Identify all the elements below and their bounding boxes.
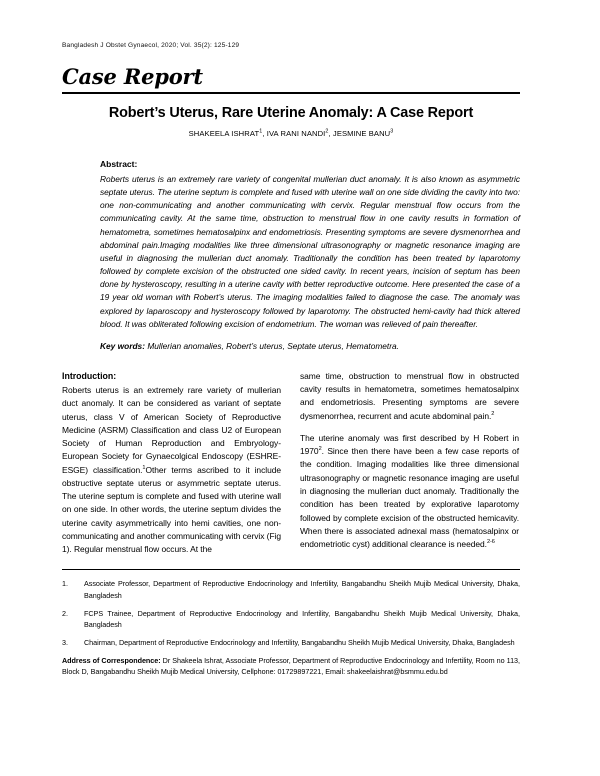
- affiliation-number-1: 1.: [62, 579, 68, 589]
- introduction-heading: Introduction:: [62, 370, 117, 381]
- page-title: Robert’s Uterus, Rare Uterine Anomaly: A Case Report: [108, 105, 474, 122]
- affiliations-list: [62, 578, 520, 678]
- keywords-label: Key words:: [100, 340, 145, 351]
- author-name-1: SHAKEELA ISHRAT: [188, 128, 260, 138]
- citation-ref-1: 1: [142, 464, 146, 471]
- correspondence-label: Address of Correspondence:: [62, 655, 161, 665]
- footnote-divider: [62, 569, 520, 570]
- introduction-paragraph-part-2: Other terms ascribed to it include obstructive septate uterus or asymmetric septate uterus. The uterine septum is complete and fused with uterine wall on one side. In other words, the uterine septum divides the uterine cavity asymmetrically into hemi cavities, one non-communicating and another communicating with cervix (Fig 1). Regular menstrual flow occurs. At the: [62, 464, 282, 555]
- right-paragraph-2-text-a: The uterine anomaly was first described by H Robert in 1970: [300, 432, 519, 457]
- affiliation-number-3: 3.: [62, 638, 68, 648]
- affiliation-text-1: Associate Professor, Department of Reproductive Endocrinology and Infertility, Bangabandhu Sheikh Mujib Medical University, Dhaka, Bangladesh: [84, 579, 520, 601]
- page-content: [62, 0, 520, 678]
- list-item: [62, 608, 520, 631]
- abstract-label: Abstract:: [100, 158, 138, 169]
- author-affiliation-marker-3: 3: [390, 128, 394, 135]
- section-label-case-report: Case Report: [62, 64, 203, 90]
- correspondence-text: Dr Shakeela Ishrat, Associate Professor, Department of Reproductive Endocrinology and Infertility, Room no 113, Block D, Bangabandhu Sheikh Mujib Medical University, Cellphone: 01729897221, Email: shakeelaishrat@bsmmu.edu.bd: [62, 655, 521, 677]
- list-item: [62, 578, 520, 601]
- right-paragraph-1-text: same time, obstruction to menstrual flow in obstructed cavity results in hematometra, sometimes hematosalpinx and endometriosis. Presenting symptoms are severe dysmenorrhea, recurrent and acute abdominal pain.: [300, 370, 519, 421]
- right-paragraph-2-text-b: . Since then there have been a few case reports of the condition. Imaging modalities like three dimensional ultrasonography or magnetic resonance imaging are useful in diagnosing the mullerian duct anomaly. Traditionally the condition has been treated by explorative laparotomy followed by complete excision of the obstructed hemicavity. When there is associated adnexal mass (hematosalpinx or endometriotic cyst) additional clearance is needed.: [300, 446, 519, 550]
- citation-ref-4: 2-6: [486, 539, 495, 546]
- right-paragraph-1: [300, 370, 519, 423]
- keywords-line: [100, 340, 520, 353]
- correspondence-block: [62, 655, 520, 678]
- list-item: [62, 637, 520, 649]
- abstract-text: Roberts uterus is an extremely rare variety of congenital mullerian duct anomaly. It is also known as asymmetric septate uterus. The uterine septum is complete and fused with uterine wall on one side dividing the cavity into two: one non-communicating and another communicating with cervix. Regular menstrual flow occurs from the communicating cavity. At the same time, obstruction to menstrual flow in one cavity results in formation of hematometra, sometimes hematosalpinx and endometriosis. Presenting symptoms are severe dysmenorrhea and abdominal pain.Imaging modalities like three dimensional ultrasonography or magnetic resonance imaging are useful in diagnosing the mullerian duct anomaly. Traditionally the condition has been treated by laparotomy followed by complete excision of the obstructed one sided cavity. In recent years, incision of septum has been done by hysteroscopy, resulting in a uterine cavity with better reproductive outcome. Here presented the case of a 19 year old woman with Robert’s uterus. The imaging modalities failed to diagnose the case. The anomaly was explored by laparoscopy and hysteroscopy followed by laparotomy. The obstructed hemi-cavity had thick altered blood. It was obliterated following excision of endometrium. The woman was relieved of pain thereafter.: [100, 173, 520, 329]
- header-divider: [62, 92, 520, 94]
- introduction-paragraph: [62, 384, 281, 556]
- citation-ref-3: 2: [318, 446, 322, 453]
- author-affiliation-marker-1: 1: [259, 128, 263, 135]
- abstract-section: [100, 159, 520, 353]
- introduction-paragraph-part-1: Roberts uterus is an extremely rare variety of mullerian duct anomaly. It can be considered as variant of septate uterus, class V of American Society of Reproductive Medicine (ASRM) Classification and class U2 of European Society of Human Reproduction and Embryology-European Society for Gynaecolgical Endoscopy (ESHRE-ESGE) classification.: [62, 385, 281, 475]
- author-name-3: JESMINE BANU: [332, 128, 391, 138]
- author-name-2: IVA RANI NANDI: [266, 128, 326, 138]
- affiliation-number-2: 2.: [62, 608, 68, 618]
- right-paragraph-2: [300, 432, 519, 551]
- author-affiliation-marker-2: 2: [325, 128, 329, 135]
- affiliation-text-2: FCPS Trainee, Department of Reproductive Endocrinology and Infertility, Bangabandhu Sheikh Mujib Medical University, Dhaka, Bangladesh: [84, 608, 520, 630]
- body-column-left: [62, 370, 281, 557]
- journal-running-head: Bangladesh J Obstet Gynaecol, 2020; Vol. 35(2): 125-129: [62, 42, 240, 49]
- body-columns: [62, 370, 520, 557]
- author-list: SHAKEELA ISHRAT$^1$, IVA RANI NANDI$^2$, JESMINE BANU$^3$: [188, 128, 394, 138]
- keywords-text: Mullerian anomalies, Robert’s uterus, Septate uterus, Hematometra.: [147, 340, 399, 351]
- body-column-right: [300, 370, 519, 557]
- affiliation-text-3: Chairman, Department of Reproductive Endocrinology and Infertility, Bangabandhu Sheikh Mujib Medical University, Dhaka, Bangladesh: [84, 638, 515, 648]
- citation-ref-2: 2: [491, 410, 495, 417]
